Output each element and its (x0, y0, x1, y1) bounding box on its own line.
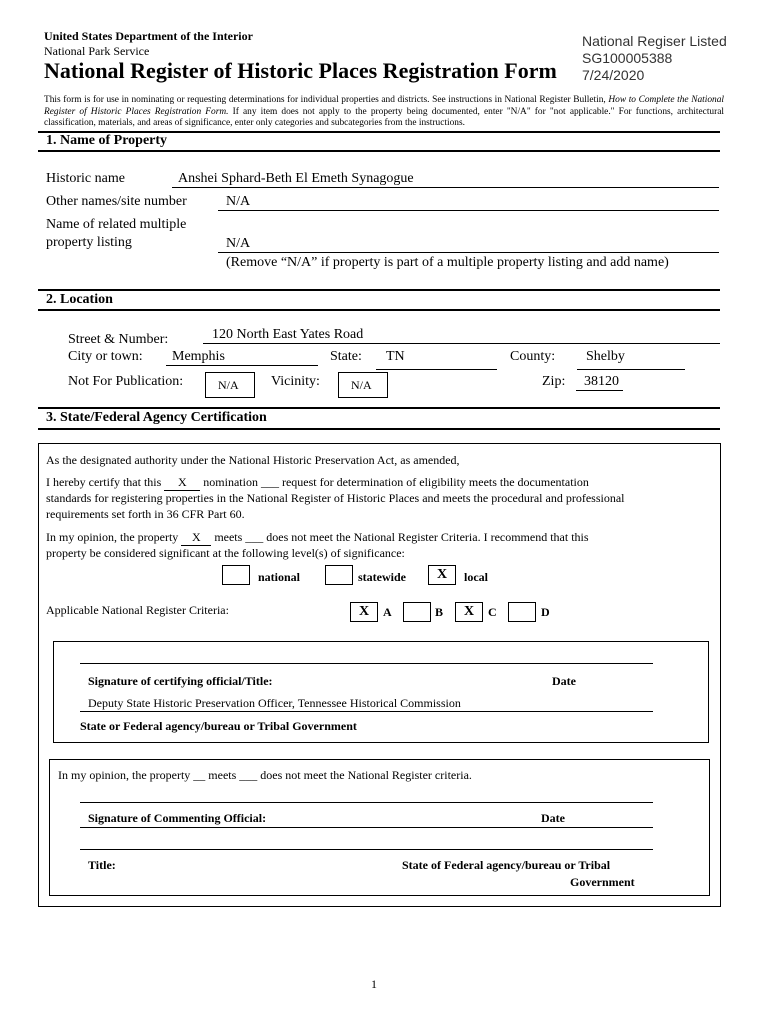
opinion-post: meets ___ does not meet the National Register Criteria. I recommend that this (214, 530, 589, 544)
level-statewide-checkbox[interactable] (325, 565, 353, 585)
other-names-value[interactable]: N/A (226, 194, 251, 209)
level-national-label: national (258, 570, 301, 584)
intro-text-b: If any item does not apply to the property being documented, enter "N/A" for "not (228, 106, 566, 117)
county-value[interactable]: Shelby (586, 349, 625, 364)
listing-stamp-line2: SG100005388 (582, 50, 673, 66)
level-statewide-label: statewide (358, 570, 406, 584)
agency-label: State or Federal agency/bureau or Tribal Government (80, 719, 357, 733)
criteria-a-checkbox[interactable]: X (350, 602, 378, 622)
related-listing-note: (Remove “N/A” if property is part of a multiple property listing and add name) (226, 255, 669, 270)
certify-mark[interactable]: X (164, 475, 200, 491)
page-number: 1 (371, 977, 377, 991)
related-listing-label-1: Name of related multiple (46, 217, 187, 232)
department-name: United States Department of the Interior (44, 29, 253, 43)
historic-name-value[interactable]: Anshei Sphard-Beth El Emeth Synagogue (178, 171, 414, 186)
related-listing-value[interactable]: N/A (226, 236, 251, 251)
intro-text-c: applicable." For functions, architectural classification, materials, and areas of significance, enter only categories and subcategories from the instructions. (44, 106, 725, 128)
other-names-label: Other names/site number (46, 194, 187, 209)
agency-name: National Park Service (44, 44, 150, 58)
vicinity-value: N/A (351, 378, 372, 392)
opinion-line1 (46, 530, 589, 546)
not-for-publication-box[interactable] (205, 372, 255, 398)
vicinity-box[interactable] (338, 372, 388, 398)
authority-text: As the designated authority under the National Historic Preservation Act, as amended, (46, 453, 460, 467)
street-label: Street & Number: (68, 332, 169, 347)
opinion-mark[interactable]: X (181, 530, 211, 546)
commenting-agency-label-1: State of Federal agency/bureau or Tribal (402, 858, 611, 872)
criteria-d-label: D (541, 605, 550, 619)
city-label: City or town: (68, 349, 143, 364)
opinion-pre: In my opinion, the property (46, 530, 179, 544)
vicinity-label: Vicinity: (271, 374, 320, 389)
intro-text-a: This form is for use in nominating or requesting determinations for individual properties and districts. See instructions in National Register Bulletin, (44, 95, 606, 105)
section3-heading: 3. State/Federal Agency Certification (46, 410, 267, 425)
certify-line2: standards for registering properties in the National Register of Historic Places and meets the procedural and professional (46, 491, 625, 505)
intro-paragraph (44, 95, 724, 130)
listing-stamp-line1: National Regiser Listed (582, 33, 727, 49)
commenting-agency-label-2: Government (570, 875, 635, 889)
historic-name-label: Historic name (46, 171, 125, 186)
intro-italic-a: How to (608, 95, 636, 105)
opinion-line2: property be considered significant at the following level(s) of significance: (46, 546, 405, 560)
level-national-checkbox[interactable] (222, 565, 250, 585)
comment-opinion-text: In my opinion, the property __ meets ___ does not meet the National Register criteria. (58, 768, 472, 782)
criteria-a-label: A (383, 605, 392, 619)
certifying-official-title: Deputy State Historic Preservation Officer, Tennessee Historical Commission (88, 696, 461, 710)
criteria-b-checkbox[interactable] (403, 602, 431, 622)
criteria-label: Applicable National Register Criteria: (46, 603, 229, 617)
level-local-checkbox[interactable]: X (428, 565, 456, 585)
intro-italic-b: Complete the National Register of Historic Places Registration Form. (44, 95, 725, 117)
street-value[interactable]: 120 North East Yates Road (212, 327, 364, 342)
related-listing-label-2: property listing (46, 235, 132, 250)
zip-label: Zip: (542, 374, 566, 389)
level-local-label: local (464, 570, 488, 584)
commenting-date-label: Date (541, 811, 565, 825)
certify-post: nomination ___ request for determination of eligibility meets the documentation (203, 475, 589, 489)
criteria-c-checkbox[interactable]: X (455, 602, 483, 622)
state-label: State: (330, 349, 362, 364)
not-for-publication-label: Not For Publication: (68, 374, 184, 389)
certify-pre: I hereby certify that this (46, 475, 162, 489)
not-for-publication-value: N/A (218, 378, 239, 392)
certifying-date-label: Date (552, 674, 576, 688)
section1-heading: 1. Name of Property (46, 133, 168, 148)
certify-line3: requirements set forth in 36 CFR Part 60. (46, 507, 245, 521)
commenting-signature-label[interactable]: Signature of Commenting Official: (88, 811, 267, 825)
county-label: County: (510, 349, 556, 364)
criteria-b-label: B (435, 605, 444, 619)
certify-line1 (46, 475, 589, 491)
zip-value[interactable]: 38120 (584, 374, 619, 389)
listing-stamp-line3: 7/24/2020 (582, 67, 645, 83)
section2-heading: 2. Location (46, 292, 113, 307)
criteria-c-label: C (488, 605, 497, 619)
commenting-title-label[interactable]: Title: (88, 858, 116, 872)
city-value[interactable]: Memphis (172, 349, 225, 364)
form-title: National Register of Historic Places Registration Form (44, 58, 557, 83)
certifying-signature-label[interactable]: Signature of certifying official/Title: (88, 674, 273, 688)
criteria-d-checkbox[interactable] (508, 602, 536, 622)
state-value[interactable]: TN (386, 349, 405, 364)
